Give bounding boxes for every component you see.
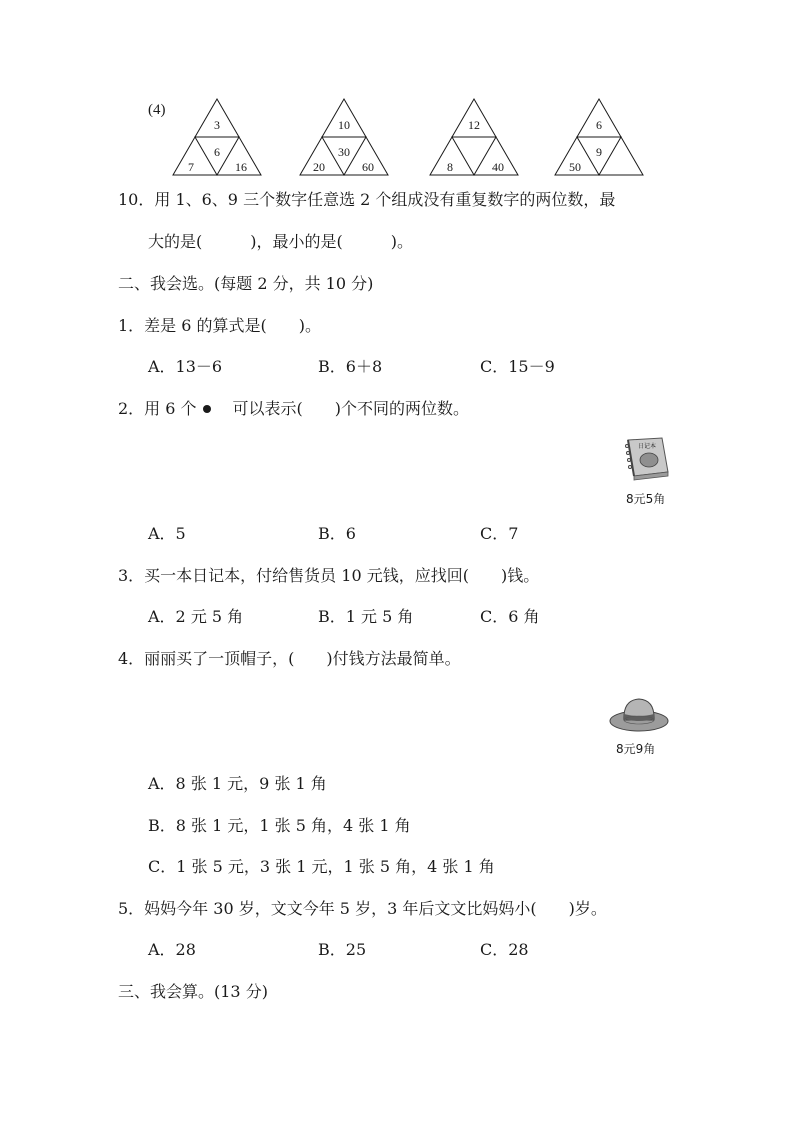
triangle-middle-number: 30 [338,145,350,159]
section-2-heading: 二、我会选。(每题 2 分，共 10 分) [118,274,374,293]
question-3-option-c[interactable]: C．6 角 [480,607,540,626]
bead-dot-icon [203,405,211,413]
triangle-left-number: 20 [313,160,325,174]
number-triangle-2 [299,98,389,180]
question-5-text: 5．妈妈今年 30 岁，文文今年 5 岁，3 年后文文比妈妈小( )岁。 [118,899,607,918]
number-triangle-4 [554,98,644,180]
triangle-right-number: 40 [492,160,504,174]
question-5-option-b[interactable]: B．25 [318,940,367,959]
triangle-left-number: 7 [188,160,194,174]
question-2-option-b[interactable]: B．6 [318,524,356,543]
hat-image [608,694,670,738]
question-4-text: 4．丽丽买了一顶帽子，( )付钱方法最简单。 [118,649,461,668]
notebook-price: 8元5角 [626,492,666,506]
notebook-cover-text: 日记本 [637,443,657,450]
triangle-middle-number: 6 [214,145,220,159]
question-1-text: 1．差是 6 的算式是( )。 [118,316,322,335]
question-5-option-c[interactable]: C．28 [480,940,529,959]
triangle-left-number: 50 [569,160,581,174]
question-10-line-2: 大的是( )，最小的是( )。 [148,232,413,251]
triangle-top-number: 6 [596,118,602,132]
question-1-option-a[interactable]: A．13－6 [148,357,223,376]
number-triangle-3 [429,98,519,180]
section-3-heading: 三、我会算。(13 分) [118,982,268,1001]
triangle-right-number: 16 [235,160,247,174]
notebook-image [618,436,670,488]
question-3-option-b[interactable]: B．1 元 5 角 [318,607,414,626]
puzzle-label: (4) [148,102,166,118]
question-2-text-after: 可以表示( )个不同的两位数。 [232,399,470,418]
question-2-text-before: 2．用 6 个 [118,399,197,418]
question-2-option-c[interactable]: C．7 [480,524,519,543]
question-2-option-a[interactable]: A．5 [148,524,186,543]
question-3-text: 3．买一本日记本，付给售货员 10 元钱，应找回( )钱。 [118,566,540,585]
question-1-option-b[interactable]: B．6＋8 [318,357,383,376]
question-3-option-a[interactable]: A．2 元 5 角 [148,607,244,626]
triangle-left-number: 8 [447,160,453,174]
question-5-option-a[interactable]: A．28 [148,940,196,959]
question-2-text [118,401,469,417]
triangle-top-number: 3 [214,118,220,132]
triangle-top-number: 12 [468,118,480,132]
triangle-right-number: 60 [362,160,374,174]
question-4-option-a[interactable]: A．8 张 1 元，9 张 1 角 [148,774,327,793]
question-1-option-c[interactable]: C．15－9 [480,357,555,376]
triangle-top-number: 10 [338,118,350,132]
question-4-option-c[interactable]: C．1 张 5 元，3 张 1 元，1 张 5 角，4 张 1 角 [148,857,495,876]
hat-price: 8元9角 [616,742,656,756]
triangle-middle-number: 9 [596,145,602,159]
number-triangle-1 [172,98,262,180]
question-10-line-1: 10．用 1、6、9 三个数字任意选 2 个组成没有重复数字的两位数，最 [118,190,616,209]
question-4-option-b[interactable]: B．8 张 1 元，1 张 5 角，4 张 1 角 [148,816,411,835]
